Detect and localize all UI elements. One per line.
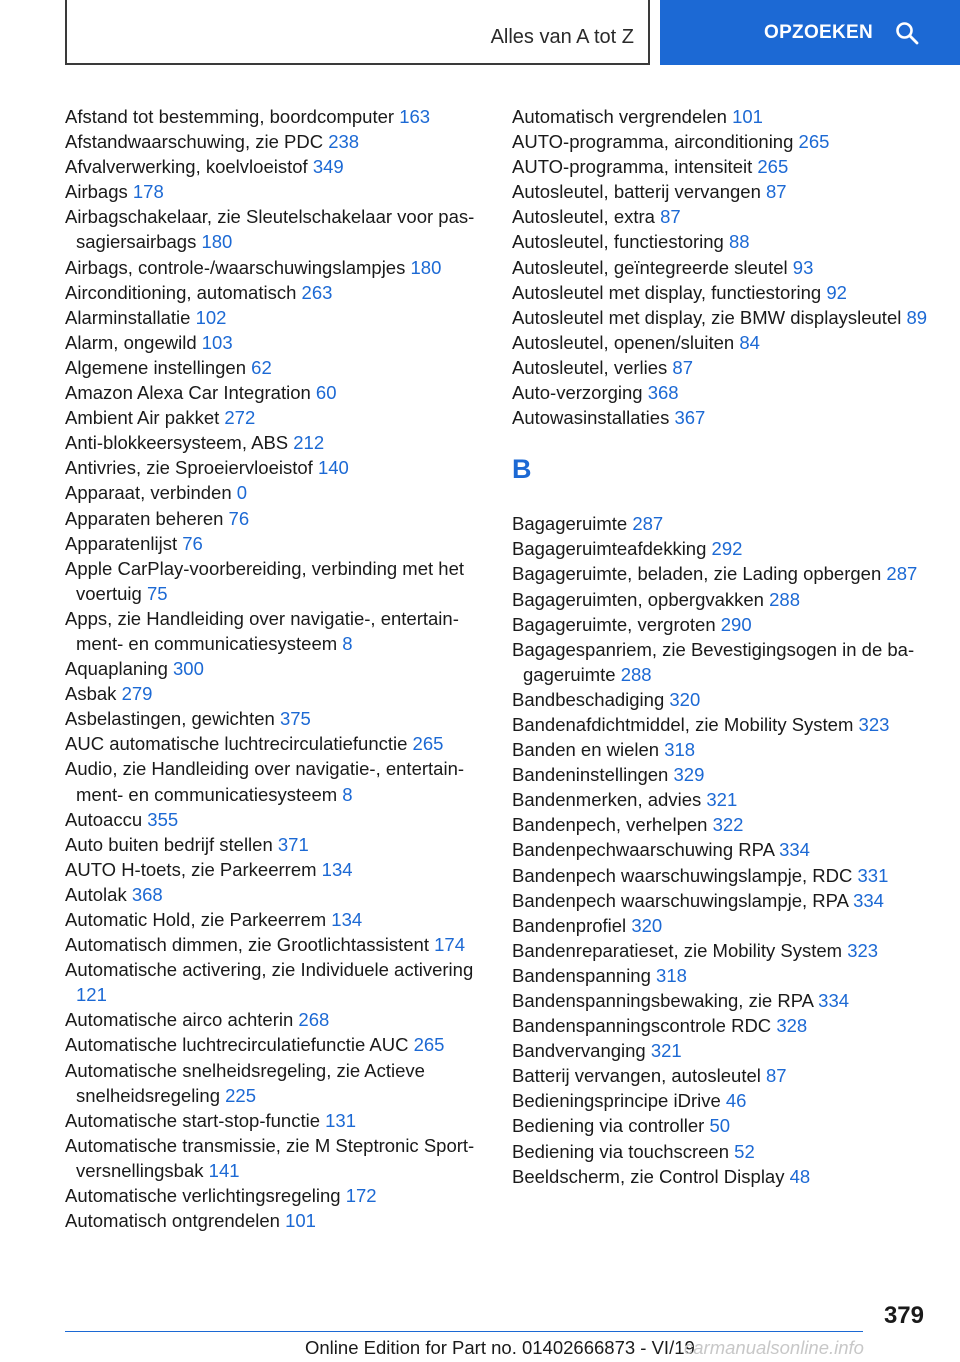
index-term: Automatische verlichtingsregeling bbox=[65, 1185, 341, 1207]
index-term: Autosleutel, extra bbox=[512, 206, 655, 228]
page-link[interactable]: 334 bbox=[779, 839, 810, 861]
index-entry bbox=[65, 380, 485, 405]
index-term: Bagageruimteafdekking bbox=[512, 538, 707, 560]
index-term: Bandenmerken, advies bbox=[512, 789, 702, 811]
index-term: Afvalverwerking, koelvloeistof bbox=[65, 156, 308, 178]
page-link[interactable]: 331 bbox=[857, 864, 889, 886]
index-entry bbox=[65, 330, 485, 355]
index-entry bbox=[65, 706, 485, 731]
index-entry bbox=[65, 807, 485, 832]
index-entry bbox=[512, 561, 932, 586]
index-entry bbox=[512, 787, 932, 812]
index-term: Bagagespanriem, zie Bevestigingsogen in de bagageruimte bbox=[512, 638, 915, 685]
page-link[interactable]: 134 bbox=[331, 909, 363, 930]
page-link[interactable]: 334 bbox=[818, 990, 850, 1011]
page-link[interactable]: 375 bbox=[279, 708, 311, 730]
index-entry bbox=[512, 380, 932, 405]
index-term: Automatische activering, zie Individuele activering bbox=[65, 959, 474, 981]
index-term: Bandenpechwaarschuwing RPA bbox=[512, 839, 774, 861]
index-term: Automatische snelheidsregeling, zie Actieve snelheidsregeling bbox=[65, 1059, 425, 1106]
page-link[interactable]: 172 bbox=[345, 1185, 377, 1207]
index-term: Autosleutel met display, zie BMW displaysleutel bbox=[512, 306, 902, 328]
index-entry bbox=[512, 762, 932, 787]
index-term: Bandenspanningscontrole RDC bbox=[512, 1015, 772, 1037]
index-term: Bandenprofiel bbox=[512, 914, 627, 936]
page-link[interactable]: 238 bbox=[328, 131, 360, 153]
page-link[interactable]: 321 bbox=[706, 789, 738, 811]
index-term: Alarm, ongewild bbox=[65, 331, 197, 353]
page-link[interactable]: 8 bbox=[342, 632, 353, 654]
index-term: Autosleutel met display, functiestoring bbox=[512, 281, 822, 303]
index-entry bbox=[65, 957, 485, 1007]
index-term: Airbags, controle-/waarschuwingslampjes bbox=[65, 256, 406, 278]
index-entry bbox=[512, 913, 932, 938]
index-entry bbox=[65, 1208, 485, 1233]
page-link[interactable]: 140 bbox=[317, 457, 349, 479]
index-entry bbox=[65, 656, 485, 681]
index-term: Autosleutel, geïntegreerde sleutel bbox=[512, 256, 788, 278]
page-link[interactable]: 92 bbox=[826, 281, 847, 303]
index-entry bbox=[512, 988, 932, 1013]
page-link[interactable]: 368 bbox=[131, 883, 163, 905]
index-entry bbox=[65, 305, 485, 330]
index-term: AUC automatische luchtrecirculatiefunctie bbox=[65, 733, 408, 755]
index-entry bbox=[65, 204, 485, 254]
index-entry bbox=[512, 587, 932, 612]
index-entry bbox=[512, 129, 932, 154]
index-entry bbox=[65, 857, 485, 882]
page-link[interactable]: 87 bbox=[766, 181, 787, 203]
index-entry bbox=[512, 1013, 932, 1038]
index-term: Bagageruimte bbox=[512, 513, 628, 535]
index-term: Bagageruimten, opbergvakken bbox=[512, 588, 764, 610]
page-link[interactable]: 322 bbox=[712, 814, 744, 836]
index-entry bbox=[512, 355, 932, 380]
index-entry bbox=[512, 1038, 932, 1063]
index-entry bbox=[512, 1164, 932, 1189]
index-term: Apps, zie Handleiding over navigatie-, entertainment- en communicatiesysteem bbox=[65, 607, 459, 654]
page-link[interactable]: 328 bbox=[776, 1015, 808, 1037]
page-link[interactable]: 8 bbox=[342, 783, 353, 805]
page-link[interactable]: 265 bbox=[798, 131, 830, 153]
index-term: Autosleutel, batterij vervangen bbox=[512, 181, 761, 203]
page-link[interactable]: 88 bbox=[729, 231, 750, 253]
index-entry bbox=[512, 637, 932, 687]
index-term: Asbelastingen, gewichten bbox=[65, 708, 275, 730]
index-entry bbox=[512, 229, 932, 254]
page-link[interactable]: 349 bbox=[312, 156, 344, 178]
index-entry bbox=[65, 907, 485, 932]
index-term: Automatic Hold, zie Parkeerrem bbox=[65, 909, 327, 930]
page-link[interactable]: 178 bbox=[132, 181, 164, 203]
page-link[interactable]: 141 bbox=[208, 1159, 240, 1181]
index-term: Batterij vervangen, autosleutel bbox=[512, 1065, 761, 1087]
page-link[interactable]: 290 bbox=[720, 613, 752, 635]
index-group-a bbox=[512, 104, 932, 430]
index-entry bbox=[65, 756, 485, 806]
page-link[interactable]: 76 bbox=[228, 507, 250, 529]
index-term: Aquaplaning bbox=[65, 658, 168, 680]
page-link[interactable]: 371 bbox=[277, 833, 309, 855]
index-entry bbox=[512, 1088, 932, 1113]
index-term: AUTO-programma, airconditioning bbox=[512, 131, 794, 153]
index-entry bbox=[65, 932, 485, 957]
watermark: carmanualsonline.info bbox=[684, 1337, 864, 1358]
index-term: Automatische luchtrecirculatiefunctie AUC bbox=[65, 1034, 409, 1056]
index-term: Bandeninstellingen bbox=[512, 764, 669, 786]
index-term: AUTO-programma, intensiteit bbox=[512, 156, 753, 178]
page-link[interactable]: 288 bbox=[620, 663, 652, 685]
page-link[interactable]: 367 bbox=[674, 407, 706, 429]
page-link[interactable]: 87 bbox=[660, 206, 681, 228]
index-entry bbox=[512, 888, 932, 913]
index-term: Bandenpech waarschuwingslampje, RDC bbox=[512, 864, 853, 886]
index-entry bbox=[65, 455, 485, 480]
index-entry bbox=[512, 737, 932, 762]
page-number: 379 bbox=[883, 1302, 924, 1329]
index-term: Audio, zie Handleiding over navigatie-, entertainment- en communicatiesysteem bbox=[65, 758, 465, 805]
page-link[interactable]: 287 bbox=[886, 563, 918, 585]
page-link[interactable]: 288 bbox=[769, 588, 800, 610]
index-entry bbox=[512, 863, 932, 888]
index-entry bbox=[65, 480, 485, 505]
index-entry bbox=[65, 531, 485, 556]
page-link[interactable]: 103 bbox=[201, 331, 233, 353]
page-link[interactable]: 101 bbox=[732, 106, 763, 127]
page-link[interactable]: 320 bbox=[669, 688, 701, 710]
index-term: Airconditioning, automatisch bbox=[65, 281, 297, 303]
page-link[interactable]: 87 bbox=[766, 1065, 787, 1087]
index-entry bbox=[512, 511, 932, 536]
page-link[interactable]: 121 bbox=[76, 984, 107, 1006]
index-term: Bedieningsprincipe iDrive bbox=[512, 1090, 721, 1112]
index-entry bbox=[65, 1032, 485, 1057]
index-term: Automatisch dimmen, zie Grootlichtassistent bbox=[65, 934, 429, 956]
index-term: Automatische airco achterin bbox=[65, 1009, 294, 1031]
index-entry bbox=[65, 405, 485, 430]
index-entry bbox=[65, 832, 485, 857]
page-link[interactable]: 46 bbox=[725, 1090, 747, 1112]
index-term: Bandenspanningsbewaking, zie RPA bbox=[512, 990, 814, 1011]
page-link[interactable]: 131 bbox=[325, 1109, 357, 1131]
index-term: Antivries, zie Sproeiervloeistof bbox=[65, 457, 313, 479]
page-link[interactable]: 163 bbox=[399, 106, 431, 127]
page-link[interactable]: 265 bbox=[413, 1034, 445, 1056]
index-term: Anti-blokkeersysteem, ABS bbox=[65, 432, 289, 454]
index-group-b bbox=[512, 511, 932, 1189]
page-link[interactable]: 225 bbox=[225, 1084, 257, 1106]
index-term: Autoaccu bbox=[65, 808, 143, 830]
index-entry bbox=[512, 204, 932, 229]
index-entry bbox=[65, 129, 485, 154]
index-entry bbox=[65, 556, 485, 606]
index-entry bbox=[65, 882, 485, 907]
index-entry bbox=[512, 305, 932, 330]
index-entry bbox=[512, 612, 932, 637]
footer-divider bbox=[65, 1331, 863, 1332]
page-link[interactable]: 323 bbox=[847, 939, 879, 961]
index-term: Banden en wielen bbox=[512, 739, 660, 761]
index-entry bbox=[512, 837, 932, 862]
index-term: Afstand tot bestemming, boordcomputer bbox=[65, 106, 395, 127]
page-link[interactable]: 134 bbox=[321, 858, 353, 880]
index-term: Bediening via touchscreen bbox=[512, 1140, 730, 1162]
index-term: Apparatenlijst bbox=[65, 532, 178, 554]
index-term: Apple CarPlay-voorbereiding, verbinding met het voertuig bbox=[65, 557, 464, 604]
index-entry bbox=[65, 179, 485, 204]
index-term: Beeldscherm, zie Control Display bbox=[512, 1165, 785, 1187]
index-entry bbox=[512, 938, 932, 963]
page-link[interactable]: 300 bbox=[173, 658, 204, 680]
index-entry bbox=[512, 405, 932, 430]
page-link[interactable]: 279 bbox=[121, 683, 153, 705]
index-entry bbox=[512, 1113, 932, 1138]
index-term: Bagageruimte, vergroten bbox=[512, 613, 716, 635]
header-title: Alles van A tot Z bbox=[490, 26, 634, 48]
index-term: AUTO H-toets, zie Parkeerrem bbox=[65, 858, 317, 880]
index-term: Algemene instellingen bbox=[65, 356, 247, 378]
page-link[interactable]: 263 bbox=[301, 281, 333, 303]
page-link[interactable]: 212 bbox=[293, 432, 325, 454]
index-entry bbox=[65, 1058, 485, 1108]
header-box bbox=[65, 0, 650, 65]
page-link[interactable]: 265 bbox=[412, 733, 444, 755]
index-entry bbox=[65, 1183, 485, 1208]
index-term: Autosleutel, functiestoring bbox=[512, 231, 724, 253]
page-link[interactable]: 287 bbox=[632, 513, 664, 535]
search-button[interactable] bbox=[660, 0, 960, 65]
page-link[interactable]: 334 bbox=[853, 889, 884, 911]
index-entry bbox=[65, 681, 485, 706]
index-entry bbox=[65, 506, 485, 531]
search-icon bbox=[895, 21, 919, 45]
index-entry bbox=[512, 1139, 932, 1164]
index-entry bbox=[512, 330, 932, 355]
index-term: Autolak bbox=[65, 883, 127, 905]
index-entry bbox=[512, 812, 932, 837]
page-link[interactable]: 320 bbox=[631, 914, 663, 936]
page-link[interactable]: 174 bbox=[434, 934, 465, 956]
page-link[interactable]: 60 bbox=[315, 382, 337, 404]
page-link[interactable]: 101 bbox=[285, 1210, 316, 1232]
page-link[interactable]: 52 bbox=[734, 1140, 755, 1162]
index-entry bbox=[65, 606, 485, 656]
page-link[interactable]: 76 bbox=[182, 532, 203, 554]
page-link[interactable]: 75 bbox=[146, 582, 168, 604]
page-link[interactable]: 268 bbox=[298, 1009, 330, 1031]
index-entry bbox=[512, 712, 932, 737]
page-link[interactable]: 93 bbox=[792, 256, 814, 278]
page-link[interactable]: 48 bbox=[789, 1165, 811, 1187]
index-term: Automatisch ontgrendelen bbox=[65, 1210, 280, 1232]
index-term: Auto buiten bedrijf stellen bbox=[65, 833, 273, 855]
index-term: Bandenspanning bbox=[512, 964, 651, 986]
index-term: Bandenpech, verhelpen bbox=[512, 814, 708, 836]
page-link[interactable]: 62 bbox=[251, 356, 272, 378]
index-term: Bediening via controller bbox=[512, 1115, 705, 1137]
page-link[interactable]: 318 bbox=[656, 964, 687, 986]
index-term: Bandbeschadiging bbox=[512, 688, 665, 710]
index-entry bbox=[65, 104, 485, 129]
index-term: Amazon Alexa Car Integration bbox=[65, 382, 311, 404]
index-term: Autosleutel, verlies bbox=[512, 356, 668, 378]
index-entry bbox=[512, 280, 932, 305]
index-term: Afstandwaarschuwing, zie PDC bbox=[65, 131, 324, 153]
page-link[interactable]: 318 bbox=[664, 739, 696, 761]
page-link[interactable]: 102 bbox=[195, 306, 227, 328]
index-term: Automatische start-stop-functie bbox=[65, 1109, 320, 1131]
index-term: Bagageruimte, beladen, zie Lading opbergen bbox=[512, 563, 882, 585]
index-entry bbox=[512, 963, 932, 988]
index-entry bbox=[512, 687, 932, 712]
index-term: Bandvervanging bbox=[512, 1040, 646, 1062]
index-term: Asbak bbox=[65, 683, 117, 705]
page-link[interactable]: 50 bbox=[709, 1115, 731, 1137]
index-term: Autowasinstallaties bbox=[512, 407, 670, 429]
index-term: Alarminstallatie bbox=[65, 306, 191, 328]
index-entry bbox=[65, 430, 485, 455]
page-link[interactable]: 180 bbox=[201, 231, 233, 253]
index-entry bbox=[65, 1007, 485, 1032]
index-term: Apparaat, verbinden bbox=[65, 482, 237, 504]
page-link[interactable]: 323 bbox=[858, 713, 890, 735]
index-term: Auto-verzorging bbox=[512, 382, 643, 404]
page-link[interactable]: 321 bbox=[650, 1040, 682, 1062]
page-link[interactable]: 89 bbox=[906, 306, 928, 328]
index-entry bbox=[512, 536, 932, 561]
index-term: Airbagschakelaar, zie Sleutelschakelaar voor passagiersairbags bbox=[65, 206, 475, 253]
index-term: Airbags bbox=[65, 181, 128, 203]
section-letter: B bbox=[512, 454, 532, 485]
index-term: Bandenreparatieset, zie Mobility System bbox=[512, 939, 843, 961]
index-entry bbox=[512, 104, 932, 129]
index-term: Automatisch vergrendelen bbox=[512, 106, 727, 127]
page-link[interactable]: 368 bbox=[647, 382, 679, 404]
search-button-label: OPZOEKEN bbox=[764, 21, 874, 43]
page-link[interactable]: 329 bbox=[673, 764, 705, 786]
index-term: Autosleutel, openen/sluiten bbox=[512, 331, 735, 353]
index-column-left bbox=[65, 104, 485, 1233]
index-entry bbox=[512, 154, 932, 179]
page-link[interactable]: 265 bbox=[757, 156, 789, 178]
index-entry bbox=[65, 355, 485, 380]
index-term: Bandenpech waarschuwingslampje, RPA bbox=[512, 889, 848, 911]
edition-text: Online Edition for Part no. 01402666873 - VI/19 bbox=[305, 1337, 695, 1358]
index-entry bbox=[65, 731, 485, 756]
index-entry bbox=[512, 1063, 932, 1088]
index-column-right bbox=[512, 104, 932, 1189]
index-entry bbox=[65, 1133, 485, 1183]
index-entry bbox=[65, 154, 485, 179]
index-term: Automatische transmissie, zie M Steptronic Sport-versnellingsbak bbox=[65, 1134, 475, 1181]
page-link[interactable]: 87 bbox=[672, 356, 693, 378]
index-entry bbox=[65, 255, 485, 280]
index-entry bbox=[512, 255, 932, 280]
page-link[interactable]: 272 bbox=[224, 407, 256, 429]
page-link[interactable]: 180 bbox=[410, 256, 442, 278]
page-link[interactable]: 292 bbox=[711, 538, 743, 560]
index-entry bbox=[512, 179, 932, 204]
index-entry bbox=[65, 280, 485, 305]
index-term: Bandenafdichtmiddel, zie Mobility System bbox=[512, 713, 854, 735]
index-entry bbox=[65, 1108, 485, 1133]
index-term: Apparaten beheren bbox=[65, 507, 224, 529]
page-link[interactable]: 355 bbox=[147, 808, 179, 830]
page-link[interactable]: 0 bbox=[236, 482, 248, 504]
index-term: Ambient Air pakket bbox=[65, 407, 220, 429]
page-link[interactable]: 84 bbox=[739, 331, 760, 353]
